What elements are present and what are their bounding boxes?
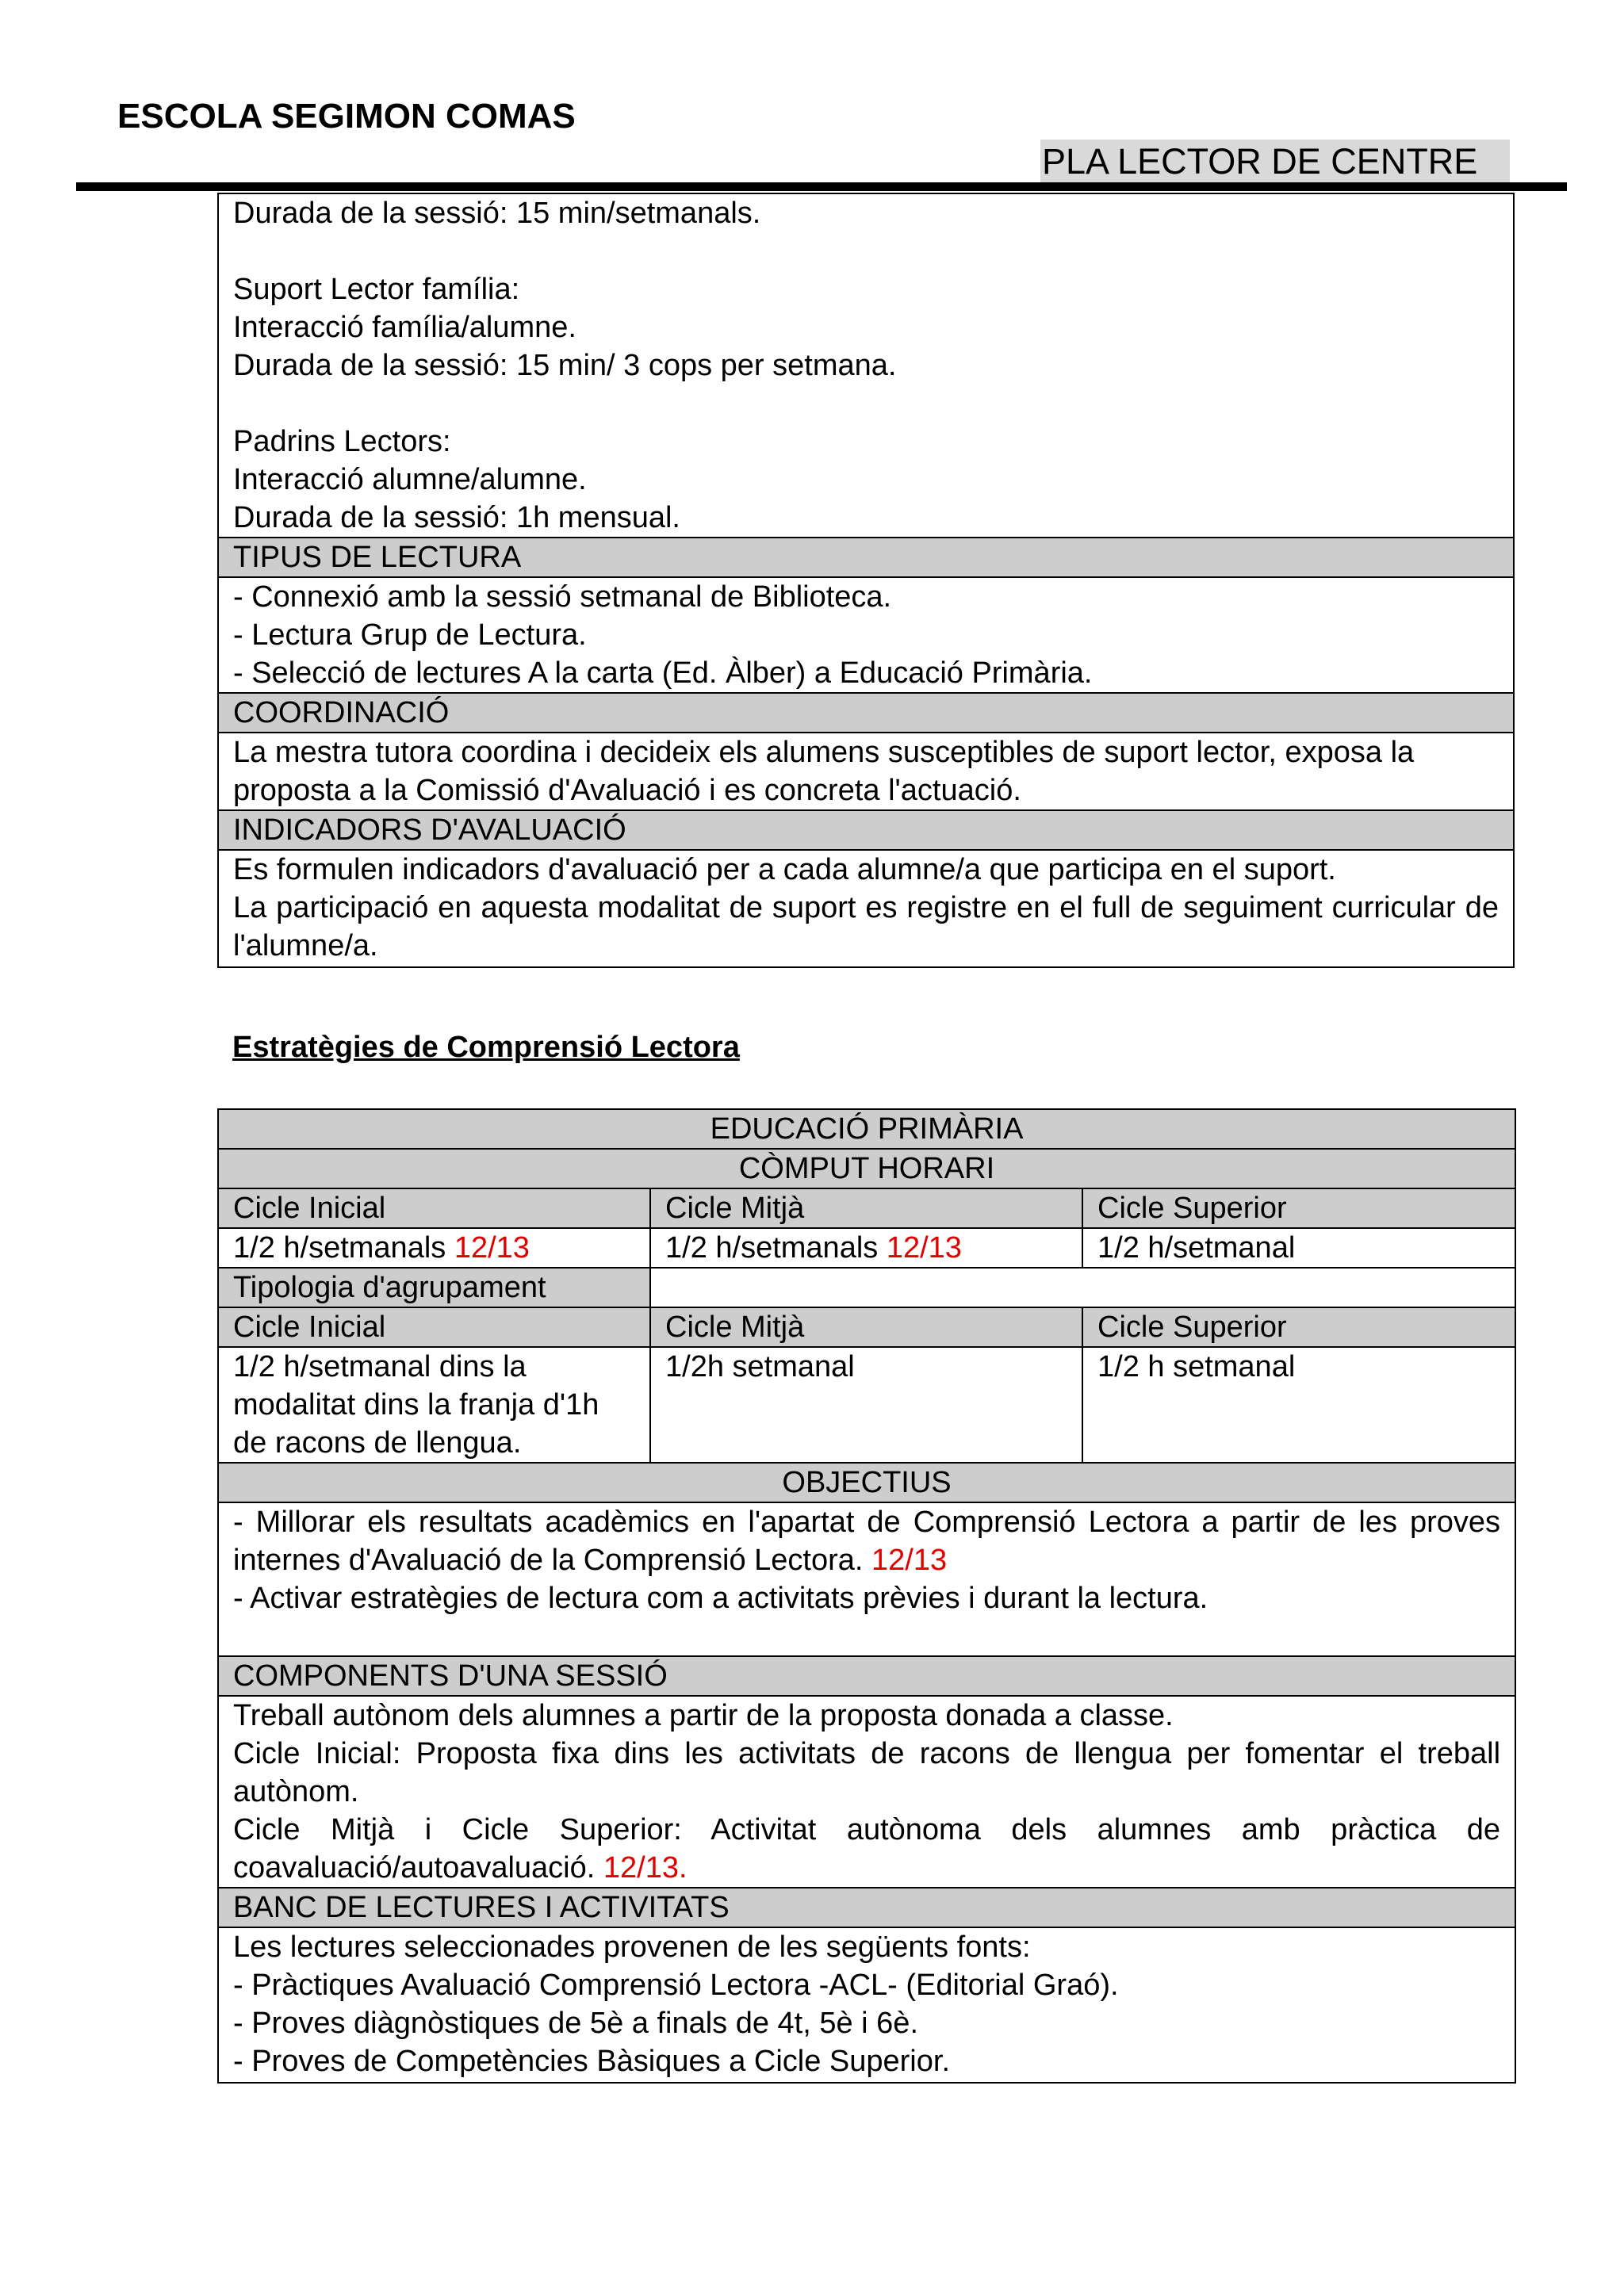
cicle-superior-header: Cicle Superior: [1082, 1188, 1515, 1228]
agrupament-cs: 1/2 h setmanal: [1082, 1347, 1515, 1463]
objectiu-text: - Millorar els resultats acadèmics en l'apartat de Comprensió Lectora a partir de les proves internes d'Avaluació de la Comprensió Lectora.: [233, 1506, 1501, 1577]
family-interaction: Interacció família/alumne.: [233, 311, 576, 344]
primaria-title: EDUCACIÓ PRIMÀRIA: [218, 1109, 1515, 1149]
tipus-lectura-cell: [218, 577, 1514, 693]
banc-line: - Pràctiques Avaluació Comprensió Lectora -ACL- (Editorial Graó).: [233, 1969, 1119, 2002]
components-header: COMPONENTS D'UNA SESSIÓ: [218, 1656, 1515, 1696]
plan-title: PLA LECTOR DE CENTRE: [1040, 140, 1510, 184]
tipus-item: - Connexió amb la sessió setmanal de Biblioteca.: [233, 580, 892, 614]
indicador-line: Es formulen indicadors d'avaluació per a cada alumne/a que participa en el suport.: [233, 853, 1336, 886]
section-title: Estratègies de Comprensió Lectora: [232, 1031, 740, 1064]
comput-header: CÒMPUT HORARI: [218, 1149, 1515, 1188]
header-rule: [76, 182, 1567, 191]
objectius-header: OBJECTIUS: [218, 1463, 1515, 1502]
tipologia-header: Tipologia d'agrupament: [218, 1268, 650, 1307]
year-tag: 12/13: [454, 1231, 530, 1265]
banc-line: - Proves diàgnòstiques de 5è a finals de 4t, 5è i 6è.: [233, 2007, 918, 2040]
family-duration: Durada de la sessió: 15 min/ 3 cops per setmana.: [233, 349, 897, 382]
tipus-item: - Selecció de lectures A la carta (Ed. Àlber) a Educació Primària.: [233, 656, 1093, 690]
year-tag: 12/13: [871, 1544, 948, 1577]
coordinacio-header: COORDINACIÓ: [218, 693, 1514, 733]
banc-line: - Proves de Competències Bàsiques a Cicle Superior.: [233, 2045, 951, 2078]
indicador-line: La participació en aquesta modalitat de suport es registre en el full de seguiment curricular de l'alumne/a.: [233, 891, 1499, 962]
hours-cm-cell: [650, 1228, 1082, 1268]
cicle-superior-header: Cicle Superior: [1082, 1307, 1515, 1347]
support-sessions-cell: [218, 193, 1514, 538]
objectiu-line: - Activar estratègies de lectura com a activitats prèvies i durant la lectura.: [233, 1582, 1208, 1615]
hours-cs: 1/2 h/setmanal: [1082, 1228, 1515, 1268]
banc-header: BANC DE LECTURES I ACTIVITATS: [218, 1888, 1515, 1927]
hours-ci: 1/2 h/setmanals: [233, 1231, 454, 1265]
padrins-title: Padrins Lectors:: [233, 425, 451, 458]
year-tag: 12/13.: [603, 1851, 688, 1885]
tipologia-empty: [650, 1268, 1515, 1307]
agrupament-cm: 1/2h setmanal: [650, 1347, 1082, 1463]
component-line: Cicle Inicial: Proposta fixa dins les activitats de racons de llengua per fomentar el treball autònom.: [233, 1737, 1501, 1808]
indicadors-cell: [218, 850, 1514, 967]
school-name: ESCOLA SEGIMON COMAS: [117, 97, 576, 136]
padrins-interaction: Interacció alumne/alumne.: [233, 463, 587, 496]
year-tag: 12/13: [886, 1231, 962, 1265]
component-line: [233, 1811, 1500, 1887]
family-support-title: Suport Lector família:: [233, 273, 520, 306]
objectius-cell: [218, 1502, 1515, 1656]
session-duration-line: Durada de la sessió: 15 min/setmanals.: [233, 197, 761, 230]
component-text: Cicle Mitjà i Cicle Superior: Activitat autònoma dels alumnes amb pràctica de coavaluació/autoavaluació.: [233, 1813, 1501, 1885]
reading-support-table: [217, 193, 1515, 968]
hours-ci-cell: [218, 1228, 650, 1268]
cicle-inicial-header: Cicle Inicial: [218, 1188, 650, 1228]
tipus-item: - Lectura Grup de Lectura.: [233, 618, 587, 652]
banc-cell: [218, 1927, 1515, 2083]
banc-line: Les lectures seleccionades provenen de les següents fonts:: [233, 1931, 1031, 1964]
padrins-duration: Durada de la sessió: 1h mensual.: [233, 501, 680, 534]
cicle-mitja-header: Cicle Mitjà: [650, 1188, 1082, 1228]
agrupament-ci: 1/2 h/setmanal dins la modalitat dins la franja d'1h de racons de llengua.: [218, 1347, 650, 1463]
cicle-mitja-header: Cicle Mitjà: [650, 1307, 1082, 1347]
objectiu-line: [233, 1503, 1500, 1579]
hours-cm: 1/2 h/setmanals: [665, 1231, 887, 1265]
indicadors-header: INDICADORS D'AVALUACIÓ: [218, 810, 1514, 850]
primaria-table: [217, 1108, 1516, 2084]
tipus-lectura-header: TIPUS DE LECTURA: [218, 538, 1514, 577]
components-cell: [218, 1696, 1515, 1888]
cicle-inicial-header: Cicle Inicial: [218, 1307, 650, 1347]
coordinacio-cell: La mestra tutora coordina i decideix els alumens susceptibles de suport lector, exposa la proposta a la Comissió d'Avaluació i es concreta l'actuació.: [218, 733, 1514, 810]
component-line: Treball autònom dels alumnes a partir de la proposta donada a classe.: [233, 1699, 1174, 1732]
